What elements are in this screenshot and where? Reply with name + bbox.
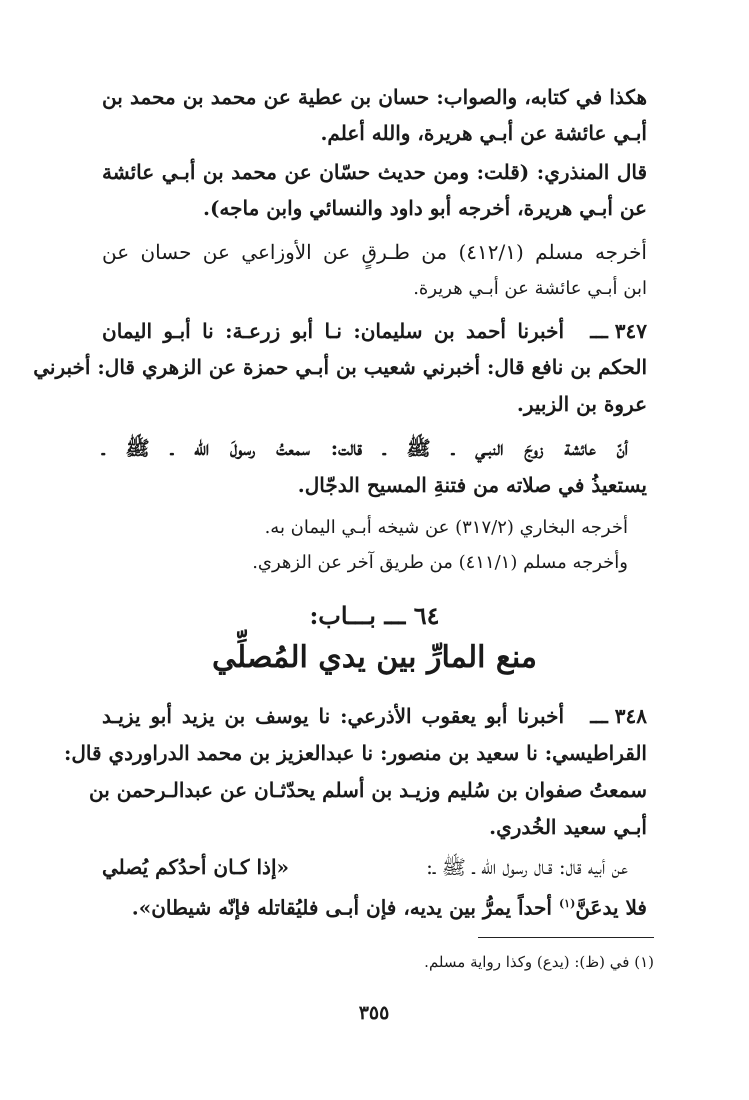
text-line-19-start: فلا يدعَنَّ [575,895,647,920]
text-line-16: سمعتُ صفوان بن سُليم وزيـد بن أسلم يحدّثـان عن عبدالـرحمن بن [89,778,647,802]
text-line-18-narration: عن أبيه قال: قـال رسول الله ـ ﷺ ـ: [426,855,628,879]
footnote-divider [478,937,654,938]
text-line-19 [132,889,647,923]
text-line-14: أخبرنا أبو يعقوب الأذرعي: نا يوسف بن يزيد أبو يزيـد [102,704,564,728]
text-line-1: هكذا في كتابه، والصواب: حسان بن عطية عن محمد بن محمد بن [102,85,647,109]
text-line-10: أنّ عائشة زوجَ النبـي ـ ﷺ ـ قالت: سمعتُ رسولَ الله ـ ﷺ ـ [102,436,628,460]
text-line-17: أبـي سعيد الخُدري. [489,815,647,839]
text-line-11: يستعيذُ في صلاته من فتنةِ المسيح الدجّال. [297,473,647,497]
hadith-number-348: ٣٤٨ ـــ [590,704,647,728]
text-line-4: عن أبـي هريرة، أخرجه أبو داود والنسائي وابن ماجه). [203,196,647,220]
text-line-12: أخرجه البخاري (٣١٧/٢) عن شيخه أبـي اليمان به. [264,517,628,538]
text-line-9: عروة بن الزبير. [516,392,647,416]
chapter-number: ٦٤ ـــ بـــاب: [309,601,440,630]
text-line-8: الحكم بن نافع قال: أخبرني شعيب بن أبـي حمزة عن الزهري قال: أخبرني [33,355,647,379]
text-line-7: أخبرنا أحمد بن سليمان: نـا أبو زرعـة: نا أبـو اليمان [102,319,564,343]
text-line-2: أبـي عائشة عن أبـي هريرة، والله أعلم. [320,121,647,145]
text-line-13: وأخرجه مسلم (٤١١/١) من طريق آخر عن الزهري. [252,552,628,573]
hadith-number-347: ٣٤٧ ـــ [590,319,647,343]
text-line-18-quote: «إذا كـان أحدُكم يُصلي [102,855,290,879]
text-line-19-end: أحداً يمرُّ بين يديه، فإن أبـى فليُقاتله فإنّه شيطان». [131,895,552,920]
chapter-title: منع المارِّ بين يدي المُصلِّي [212,640,537,675]
text-line-15: القراطيسي: نا سعيد بن منصور: نا عبدالعزيز بن محمد الدراوردي قال: [63,741,647,765]
text-line-5: أخرجه مسلم (٤١٢/١) من طـرقٍ عن الأوزاعي عن حسان عن [102,240,647,264]
footnote-marker: (١) [558,897,576,910]
footnote: (١) في (ظ): (يدع) وكذا رواية مسلم. [424,953,654,971]
text-line-6: ابن أبـي عائشة عن أبـي هريرة. [413,278,647,299]
text-line-3: قال المنذري: (قلت: ومن حديث حسّان عن محمد بن أبـي عائشة [102,160,647,184]
page-number: ٣٥٥ [358,1002,390,1024]
